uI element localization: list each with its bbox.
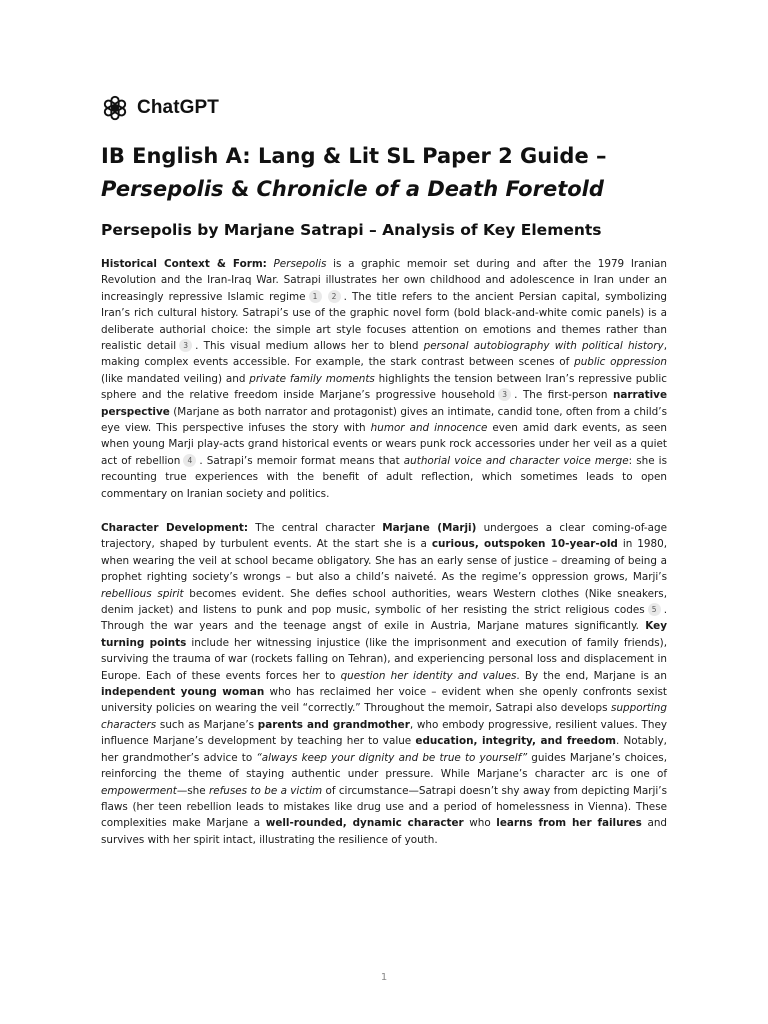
text-run: public oppression [574, 356, 667, 369]
openai-logo-icon [101, 94, 129, 122]
text-run: . Satrapi’s memoir format means that [199, 454, 404, 467]
title-work-1: Persepolis [101, 177, 224, 201]
text-run: in 1980, when wearing the veil at school became obligatory. She has an early sense of justice – dreaming of being a prophet righting society’s wrongs – but also a child’s naiveté. As the regime’s oppression grows, Marji’s [101, 538, 668, 584]
document-title [101, 140, 681, 206]
text-run: even amid dark events, as seen when young Marji play-acts grand historical events or wears punk rock accessories under her veil as a quiet act of rebellion [101, 422, 668, 467]
text-run: becomes evident. She defies school authorities, wears Western clothes (Nike sneakers, denim jacket) and listens to punk and pop music, symbolic of her resisting the strict religious codes [101, 587, 667, 617]
citation-badge[interactable]: 3 [179, 339, 192, 352]
text-run: empowerment [101, 784, 177, 797]
text-run: . The title refers to the ancient Persian capital, symbolizing Iran’s rich cultural history. Satrapi’s use of the graphic novel form (bold black-and-white comic panels) is a deliberate authorial choice: the simple art style focuses attention on emotions and themes rather than realistic detail [101, 290, 668, 353]
text-run: curious, outspoken 10-year-old [431, 538, 618, 551]
citation-badge[interactable]: 1 [309, 290, 322, 303]
citation-badge[interactable]: 3 [498, 388, 511, 401]
text-run: question her identity and values [340, 669, 517, 682]
text-run: learns from her failures [496, 817, 642, 830]
text-run: highlights the tension between Iran’s repressive public sphere and the relative freedom inside Marjane’s progressive household [101, 372, 668, 402]
text-run: who [463, 817, 497, 830]
title-work-2: Chronicle of a Death Foretold [256, 177, 604, 201]
text-run: . Notably, her grandmother’s advice to [101, 735, 667, 764]
text-run: independent young woman [101, 686, 265, 699]
citation-badge[interactable]: 5 [648, 603, 661, 616]
text-run: authorial voice and character voice merge [403, 454, 629, 467]
text-run: of circumstance—Satrapi doesn’t shy away from depicting Marji’s flaws (her teen rebellion leads to mistakes like drug use and a period of homelessness in Vienna). These complexities make Marjane a [101, 784, 667, 830]
text-run: and survives with her spirit intact, illustrating the resilience of youth. [101, 817, 667, 846]
citation-badge[interactable]: 4 [183, 454, 196, 467]
text-run: , who embody progressive, resilient values. They influence Marjane’s development by teaching her to value [101, 718, 667, 748]
text-run: Key turning points [101, 620, 667, 649]
text-run: who has reclaimed her voice – evident when she openly confronts sexist university policies on wearing the veil “correctly.” Throughout the memoir, Satrapi also develops [101, 686, 667, 715]
text-run: well-rounded, dynamic character [265, 817, 464, 830]
text-run: “always keep your dignity and be true to yourself” [256, 751, 528, 764]
text-run: parents and grandmother [257, 718, 410, 731]
text-run: Persepolis [273, 258, 327, 270]
text-run: is a graphic memoir set during and after the 1979 Iranian Revolution and the Iran-Iraq War. Satrapi illustrates her own childhood and adolescence in Iran under an increasingly repressive Islamic regime [101, 258, 667, 303]
title-line-1: IB English A: Lang & Lit SL Paper 2 Guide – [101, 144, 607, 168]
citation-badge[interactable]: 2 [328, 290, 341, 303]
text-run: include her witnessing injustice (like the imprisonment and execution of family friends), surviving the trauma of war (rockets falling on Tehran), and experiencing personal loss and displacement in Europe. Each of these events forces her to [101, 636, 667, 682]
text-run: —she [176, 784, 209, 797]
para-label: Historical Context & Form: [101, 258, 267, 270]
text-run: (Marjane as both narrator and protagonist) gives an intimate, candid tone, often from a child’s eye view. This perspective infuses the story with [101, 405, 667, 435]
text-run: education, integrity, and freedom [415, 735, 616, 748]
text-run: . This visual medium allows her to blend [195, 340, 424, 353]
text-run: Marjane (Marji) [382, 522, 477, 534]
text-run: . The first-person [514, 389, 613, 402]
text-run: . By the end, Marjane is an [516, 669, 668, 682]
text-run: . Through the war years and the teenage angst of exile in Austria, Marjane matures significantly. [101, 604, 667, 633]
paragraph-character-development [101, 520, 667, 848]
text-run: (like mandated veiling) and [101, 372, 250, 385]
text-run: such as Marjane’s [156, 718, 258, 731]
text-run: humor and innocence [370, 422, 488, 435]
text-run: The central character [248, 522, 383, 534]
paragraph-historical-context [101, 256, 667, 502]
text-run: undergoes a clear coming-of-age trajectory, shaped by turbulent events. At the start she is a [101, 522, 667, 551]
text-run: : she is recounting true experiences with the benefit of adult reflection, which sometimes leads to open commentary on Iranian society and politics. [101, 454, 667, 500]
text-run: rebellious spirit [101, 587, 184, 600]
text-run: personal autobiography with political history [423, 340, 664, 353]
text-run: refuses to be a victim [208, 784, 323, 797]
text-run: guides Marjane’s choices, reinforcing the theme of staying authentic under pressure. While Marjane’s character arc is one of [101, 751, 667, 781]
text-run: supporting characters [101, 702, 667, 731]
text-run: , making complex events accessible. For example, the stark contrast between scenes of [101, 340, 667, 369]
section-title: Persepolis by Marjane Satrapi – Analysis of Key Elements [101, 221, 602, 239]
title-ampersand: & [223, 177, 257, 201]
text-run: narrative perspective [101, 389, 667, 418]
page-number: 1 [380, 972, 388, 983]
brand-header [101, 94, 219, 122]
text-run [267, 258, 274, 270]
para-label: Character Development: [101, 522, 249, 534]
brand-name: ChatGPT [137, 97, 219, 118]
text-run: private family moments [249, 372, 375, 385]
